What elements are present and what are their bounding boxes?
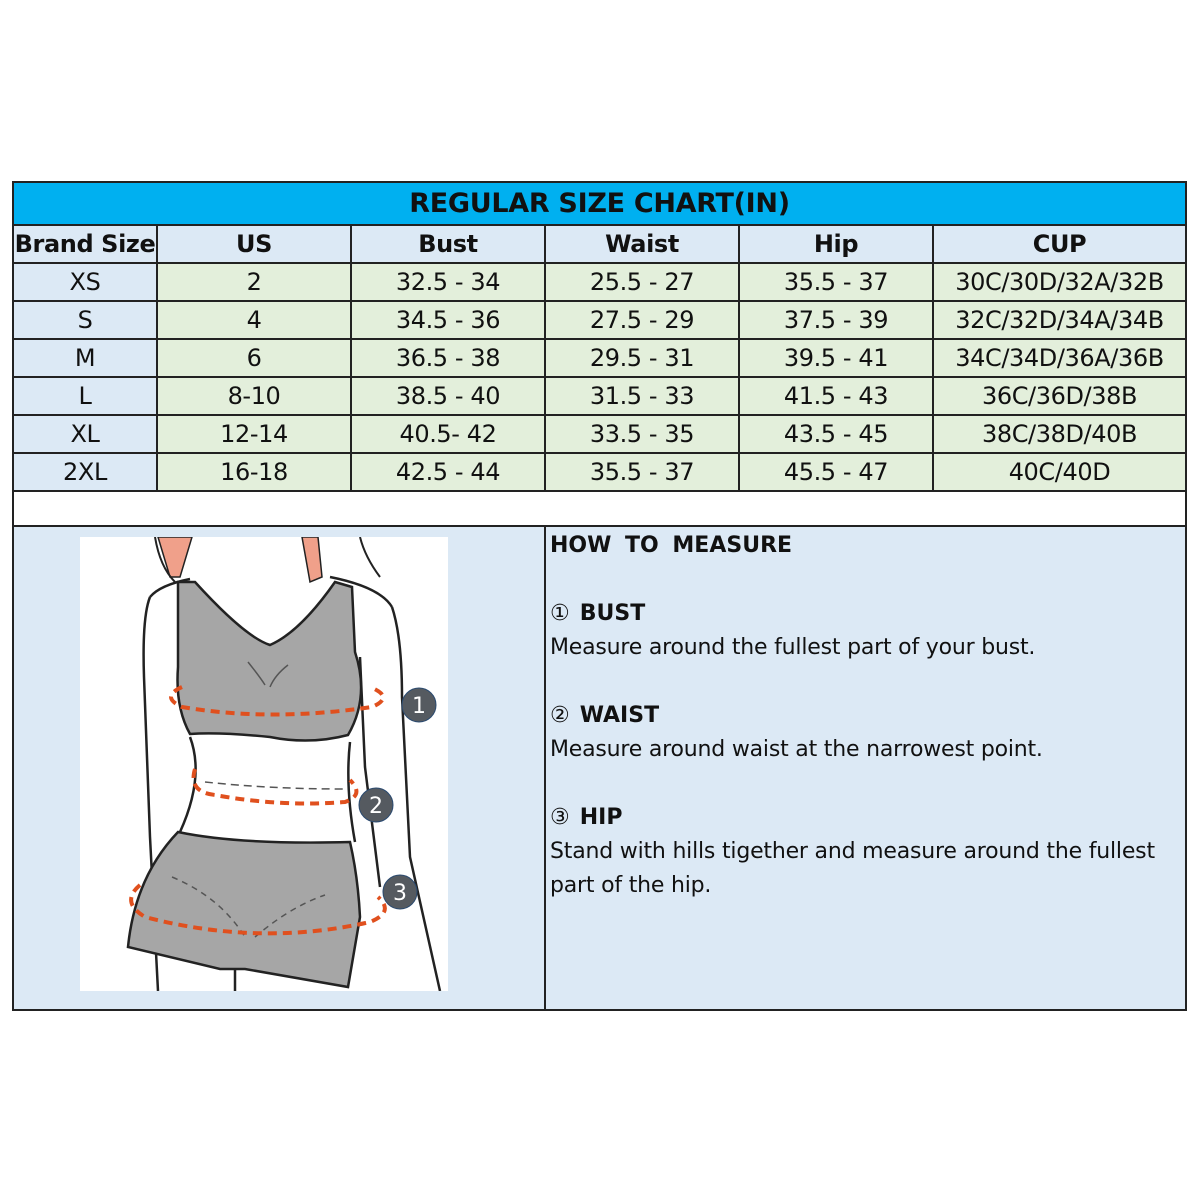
col-header-bust: Bust <box>351 226 545 263</box>
cell-size: 2XL <box>14 453 157 491</box>
cell-waist: 33.5 - 35 <box>545 415 739 453</box>
col-header-us: US <box>157 226 351 263</box>
marker-3-icon <box>383 875 417 909</box>
cell-waist: 25.5 - 27 <box>545 263 739 301</box>
chart-title: REGULAR SIZE CHART(IN) <box>14 183 1185 226</box>
cell-hip: 37.5 - 39 <box>739 301 933 339</box>
cell-hip: 43.5 - 45 <box>739 415 933 453</box>
cell-bust: 40.5- 42 <box>351 415 545 453</box>
cell-size: S <box>14 301 157 339</box>
svg-text:1: 1 <box>412 694 426 719</box>
cell-bust: 38.5 - 40 <box>351 377 545 415</box>
cell-bust: 42.5 - 44 <box>351 453 545 491</box>
cell-us: 4 <box>157 301 351 339</box>
cell-hip: 41.5 - 43 <box>739 377 933 415</box>
step-hip-label: HIP <box>579 805 623 830</box>
cell-hip: 45.5 - 47 <box>739 453 933 491</box>
table-row <box>14 453 1185 491</box>
cell-cup: 34C/34D/36A/36B <box>933 339 1185 377</box>
step-waist-desc: Measure around waist at the narrowest point. <box>550 737 1043 762</box>
cell-cup: 38C/38D/40B <box>933 415 1185 453</box>
cell-us: 12-14 <box>157 415 351 453</box>
col-header-hip: Hip <box>739 226 933 263</box>
cell-size: XS <box>14 263 157 301</box>
cell-bust: 32.5 - 34 <box>351 263 545 301</box>
spacer-row <box>14 492 1185 527</box>
cell-waist: 27.5 - 29 <box>545 301 739 339</box>
cell-bust: 34.5 - 36 <box>351 301 545 339</box>
cell-cup: 32C/32D/34A/34B <box>933 301 1185 339</box>
cell-us: 8-10 <box>157 377 351 415</box>
cell-us: 6 <box>157 339 351 377</box>
step-bust-label: BUST <box>579 601 646 626</box>
table-row <box>14 415 1185 453</box>
cell-waist: 29.5 - 31 <box>545 339 739 377</box>
size-table <box>14 226 1185 492</box>
step-waist-title <box>550 699 1181 733</box>
cell-size: M <box>14 339 157 377</box>
circled-number-3-icon: ③ <box>550 805 570 830</box>
circled-number-1-icon: ① <box>550 601 570 626</box>
cell-bust: 36.5 - 38 <box>351 339 545 377</box>
step-bust-title <box>550 597 1181 631</box>
step-waist-label: WAIST <box>579 703 660 728</box>
table-row <box>14 263 1185 301</box>
header-row <box>14 226 1185 263</box>
how-to-measure-heading: HOW TO MEASURE <box>550 533 793 558</box>
cell-cup: 40C/40D <box>933 453 1185 491</box>
cell-cup: 36C/36D/38B <box>933 377 1185 415</box>
col-header-waist: Waist <box>545 226 739 263</box>
marker-2-icon <box>359 788 393 822</box>
col-header-brand-size: Brand Size <box>14 226 157 263</box>
step-hip-desc: Stand with hills tigether and measure around the fullest part of the hip. <box>550 839 1155 898</box>
table-row <box>14 301 1185 339</box>
step-bust-desc: Measure around the fullest part of your bust. <box>550 635 1036 660</box>
cell-waist: 31.5 - 33 <box>545 377 739 415</box>
cell-size: L <box>14 377 157 415</box>
svg-text:3: 3 <box>393 881 407 906</box>
cell-size: XL <box>14 415 157 453</box>
cell-us: 16-18 <box>157 453 351 491</box>
size-chart <box>12 181 1187 1011</box>
cell-cup: 30C/30D/32A/32B <box>933 263 1185 301</box>
table-row <box>14 377 1185 415</box>
how-to-measure-panel <box>546 527 1185 1009</box>
cell-hip: 39.5 - 41 <box>739 339 933 377</box>
cell-us: 2 <box>157 263 351 301</box>
body-illustration <box>80 537 448 991</box>
measure-section <box>14 527 1185 1009</box>
body-illustration-panel <box>14 527 546 1009</box>
marker-1-icon <box>402 688 436 722</box>
cell-waist: 35.5 - 37 <box>545 453 739 491</box>
circled-number-2-icon: ② <box>550 703 570 728</box>
svg-text:2: 2 <box>369 794 383 819</box>
step-hip-title <box>550 801 1181 835</box>
cell-hip: 35.5 - 37 <box>739 263 933 301</box>
table-row <box>14 339 1185 377</box>
col-header-cup: CUP <box>933 226 1185 263</box>
